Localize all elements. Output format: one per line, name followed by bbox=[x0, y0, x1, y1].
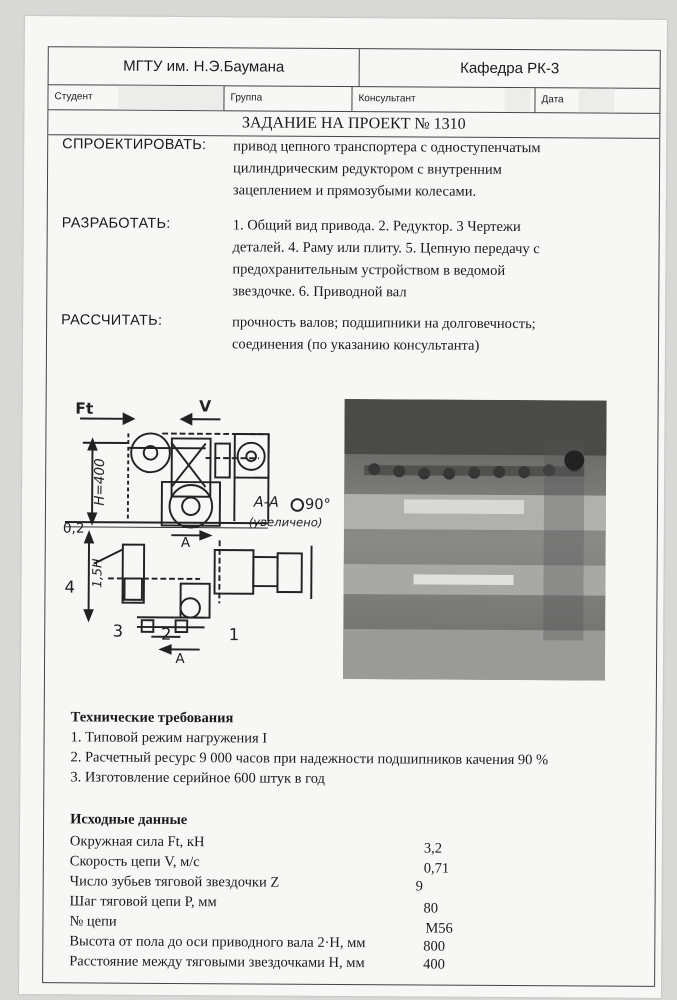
drawing-label-v: V bbox=[199, 397, 212, 416]
conveyor-photo bbox=[343, 399, 607, 681]
student-blank bbox=[118, 86, 223, 111]
technical-item: 1. Типовой режим нагружения I bbox=[70, 729, 268, 747]
design-line: цилиндрическим редуктором с внутренним bbox=[233, 160, 502, 178]
calculate-line: прочность валов; подшипники на долговечность; bbox=[232, 314, 536, 333]
consultant-blank bbox=[504, 88, 530, 112]
technical-item: 2. Расчетный ресурс 9 000 часов при надежности подшипников качения 90 % bbox=[70, 749, 549, 769]
input-value-teeth: 9 bbox=[415, 878, 423, 895]
page-title: ЗАДАНИЕ НА ПРОЕКТ № 1310 bbox=[48, 110, 659, 139]
drawing-label-angle: 90° bbox=[304, 496, 331, 514]
drawing-label-2: 2 bbox=[160, 624, 172, 644]
develop-line: 1. Общий вид привода. 2. Редуктор. 3 Чертежи bbox=[232, 217, 521, 236]
technical-requirements bbox=[70, 707, 548, 790]
input-value-speed: 0,71 bbox=[423, 860, 450, 877]
design-text bbox=[233, 135, 541, 203]
drawing-label-15h: 1,5H bbox=[89, 558, 105, 589]
info-row bbox=[48, 85, 659, 114]
technical-heading: Технические требования bbox=[70, 709, 234, 727]
calculate-text bbox=[232, 311, 536, 357]
design-label: СПРОЕКТИРОВАТЬ: bbox=[62, 136, 207, 154]
input-value-height: 800 bbox=[423, 938, 446, 955]
input-row-force: Окружная сила Ft, кН bbox=[69, 833, 205, 851]
student-label: Студент bbox=[54, 91, 93, 103]
design-line: зацеплением и прямозубыми колесами. bbox=[232, 182, 477, 200]
input-value-distance: 400 bbox=[423, 956, 446, 973]
develop-label: РАЗРАБОТАТЬ: bbox=[61, 215, 171, 232]
develop-line: звездочке. 6. Приводной вал bbox=[232, 283, 407, 301]
input-row-chain: № цепи bbox=[69, 913, 117, 930]
input-row-distance: Расстояние между тяговыми звездочками H, мм bbox=[69, 953, 365, 972]
drawing-label-a-bottom: A bbox=[175, 650, 185, 668]
calculate-line: соединения (по указанию консультанта) bbox=[231, 336, 480, 354]
develop-line: деталей. 4. Раму или плиту. 5. Цепную передачу с bbox=[232, 239, 540, 258]
input-data-heading: Исходные данные bbox=[70, 811, 188, 829]
calculate-label: РАССЧИТАТЬ: bbox=[61, 312, 163, 329]
input-row-speed: Скорость цепи V, м/с bbox=[69, 853, 200, 871]
drawing-label-1: 1 bbox=[228, 625, 240, 645]
input-value-force: 3,2 bbox=[423, 840, 443, 857]
drawing-label-ft: Ft bbox=[75, 399, 94, 418]
drawing-label-h: H=400 bbox=[91, 458, 109, 506]
develop-line: предохранительным устройством в ведомой bbox=[232, 261, 506, 279]
drawing-label-section: A-A bbox=[253, 494, 279, 511]
drawing-label-a-top: A bbox=[180, 534, 191, 551]
group-label: Группа bbox=[230, 92, 263, 104]
input-value-pitch: 80 bbox=[423, 900, 439, 917]
input-value-chain: M56 bbox=[425, 920, 453, 937]
input-row-height: Высота от пола до оси приводного вала 2·H, мм bbox=[69, 933, 366, 952]
form-frame bbox=[42, 46, 661, 987]
drawing-label-enlarged: (увеличено) bbox=[248, 515, 323, 530]
date-label: Дата bbox=[541, 94, 564, 106]
department-name: Кафедра РК-3 bbox=[460, 59, 560, 78]
header-row bbox=[49, 47, 660, 89]
date-blank bbox=[578, 88, 614, 112]
drawing-label-3: 3 bbox=[112, 621, 124, 641]
input-row-pitch: Шаг тяговой цепи P, мм bbox=[69, 893, 217, 911]
input-row-teeth: Число зубьев тяговой звездочки Z bbox=[69, 873, 280, 891]
university-name: МГТУ им. Н.Э.Баумана bbox=[49, 47, 360, 86]
design-line: привод цепного транспортера с одноступенчатым bbox=[233, 138, 541, 157]
drive-schematic bbox=[35, 387, 337, 669]
document-sheet bbox=[19, 16, 667, 998]
drawing-label-clearance: 0,2 bbox=[62, 520, 85, 537]
group-cell bbox=[223, 86, 351, 111]
technical-item: 3. Изготовление серийное 600 штук в год bbox=[70, 769, 325, 787]
drawing-label-4: 4 bbox=[64, 577, 76, 597]
develop-text bbox=[232, 214, 540, 304]
consultant-label: Консультант bbox=[358, 93, 416, 105]
